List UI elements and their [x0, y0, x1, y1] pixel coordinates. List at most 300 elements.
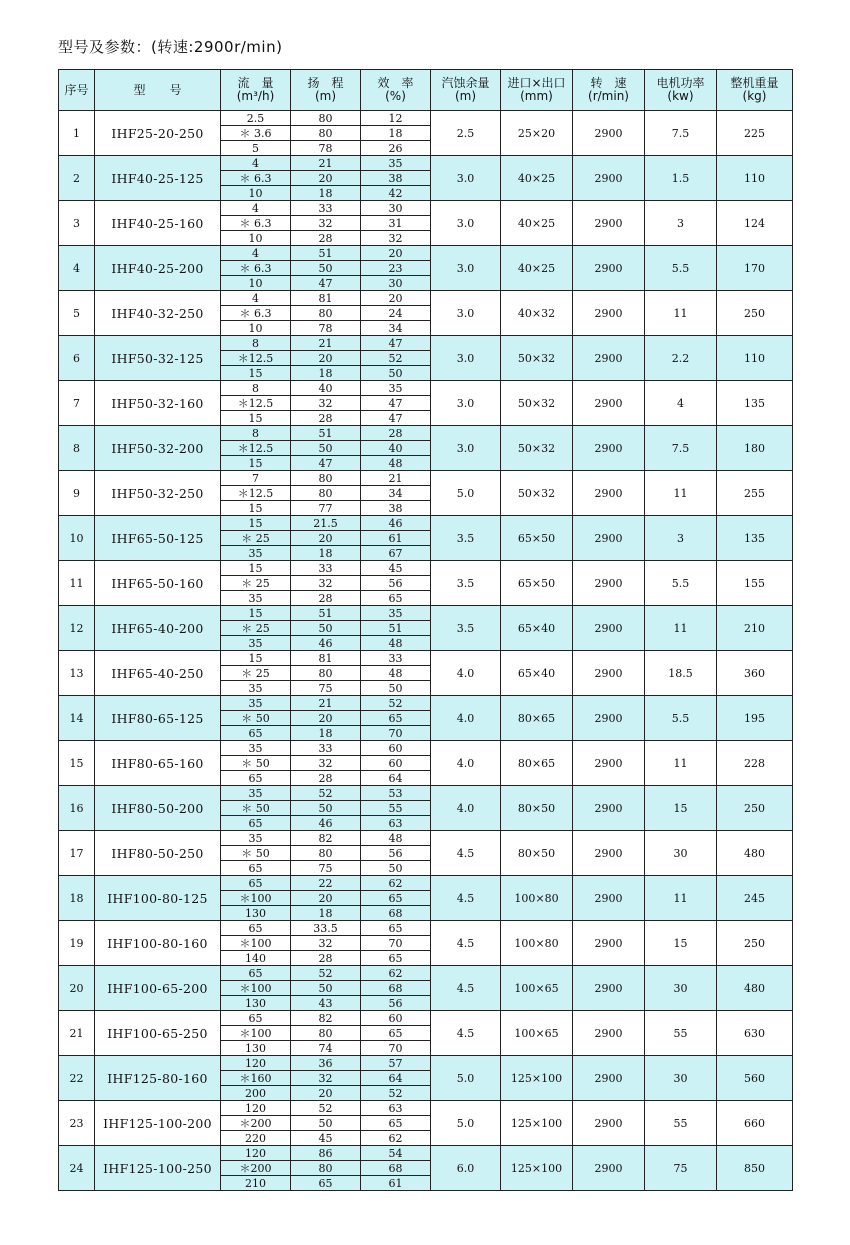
port-size: 100×80: [501, 921, 573, 966]
motor-power: 3: [645, 201, 717, 246]
speed-value: 2900: [573, 831, 645, 876]
unit-weight: 228: [717, 741, 793, 786]
motor-power: 1.5: [645, 156, 717, 201]
efficiency-value: 26: [361, 141, 431, 156]
flow-value: ＊200: [221, 1161, 291, 1176]
port-size: 100×65: [501, 1011, 573, 1056]
flow-value: 10: [221, 231, 291, 246]
flow-value: 65: [221, 861, 291, 876]
row-number: 14: [59, 696, 95, 741]
unit-weight: 480: [717, 966, 793, 1011]
port-size: 50×32: [501, 336, 573, 381]
efficiency-value: 50: [361, 681, 431, 696]
npsh-value: 6.0: [431, 1146, 501, 1191]
model-name: IHF80-50-250: [95, 831, 221, 876]
flow-value: 8: [221, 381, 291, 396]
flow-value: 4: [221, 156, 291, 171]
motor-power: 11: [645, 741, 717, 786]
efficiency-value: 34: [361, 321, 431, 336]
header-model: [95, 70, 221, 111]
head-value: 50: [291, 441, 361, 456]
port-size: 100×65: [501, 966, 573, 1011]
flow-value: 65: [221, 966, 291, 981]
head-value: 36: [291, 1056, 361, 1071]
efficiency-value: 63: [361, 816, 431, 831]
motor-power: 11: [645, 876, 717, 921]
flow-value: 120: [221, 1056, 291, 1071]
head-value: 80: [291, 471, 361, 486]
flow-value: 15: [221, 561, 291, 576]
unit-weight: 850: [717, 1146, 793, 1191]
head-value: 47: [291, 456, 361, 471]
unit-weight: 135: [717, 516, 793, 561]
table-body: [59, 111, 793, 1191]
head-value: 50: [291, 1116, 361, 1131]
head-value: 77: [291, 501, 361, 516]
row-number: 5: [59, 291, 95, 336]
header-head-line: 扬 程: [307, 76, 344, 90]
table-row: [59, 156, 793, 171]
flow-value: ＊12.5: [221, 441, 291, 456]
npsh-value: 3.5: [431, 606, 501, 651]
head-value: 75: [291, 861, 361, 876]
port-size: 50×32: [501, 471, 573, 516]
flow-value: ＊12.5: [221, 351, 291, 366]
table-row: [59, 1056, 793, 1071]
npsh-value: 5.0: [431, 471, 501, 516]
efficiency-value: 62: [361, 1131, 431, 1146]
flow-value: 140: [221, 951, 291, 966]
header-row: [59, 70, 793, 111]
model-name: IHF40-25-160: [95, 201, 221, 246]
unit-weight: 195: [717, 696, 793, 741]
port-size: 80×50: [501, 786, 573, 831]
flow-value: ＊ 6.3: [221, 261, 291, 276]
speed-value: 2900: [573, 156, 645, 201]
head-value: 28: [291, 411, 361, 426]
unit-weight: 660: [717, 1101, 793, 1146]
row-number: 11: [59, 561, 95, 606]
efficiency-value: 47: [361, 411, 431, 426]
head-value: 33: [291, 741, 361, 756]
row-number: 24: [59, 1146, 95, 1191]
efficiency-value: 53: [361, 786, 431, 801]
head-value: 21: [291, 696, 361, 711]
table-row: [59, 516, 793, 531]
flow-value: 15: [221, 606, 291, 621]
head-value: 20: [291, 171, 361, 186]
row-number: 22: [59, 1056, 95, 1101]
head-value: 78: [291, 141, 361, 156]
speed-value: 2900: [573, 786, 645, 831]
head-value: 74: [291, 1041, 361, 1056]
speed-value: 2900: [573, 921, 645, 966]
table-header: [59, 70, 793, 111]
port-size: 25×20: [501, 111, 573, 156]
port-size: 50×32: [501, 426, 573, 471]
speed-value: 2900: [573, 696, 645, 741]
head-value: 46: [291, 816, 361, 831]
flow-value: 65: [221, 816, 291, 831]
efficiency-value: 38: [361, 501, 431, 516]
flow-value: 10: [221, 186, 291, 201]
flow-value: 35: [221, 741, 291, 756]
flow-value: 35: [221, 636, 291, 651]
table-row: [59, 426, 793, 441]
flow-value: 65: [221, 876, 291, 891]
model-name: IHF80-65-125: [95, 696, 221, 741]
flow-value: 65: [221, 1011, 291, 1026]
head-value: 80: [291, 111, 361, 126]
speed-value: 2900: [573, 1056, 645, 1101]
row-number: 9: [59, 471, 95, 516]
flow-value: 15: [221, 651, 291, 666]
head-value: 21.5: [291, 516, 361, 531]
motor-power: 4: [645, 381, 717, 426]
flow-value: ＊ 50: [221, 801, 291, 816]
flow-value: 15: [221, 366, 291, 381]
flow-value: ＊100: [221, 891, 291, 906]
head-value: 33: [291, 561, 361, 576]
efficiency-value: 65: [361, 891, 431, 906]
npsh-value: 3.0: [431, 246, 501, 291]
flow-value: 120: [221, 1146, 291, 1161]
head-value: 81: [291, 651, 361, 666]
speed-value: 2900: [573, 606, 645, 651]
table-row: [59, 111, 793, 126]
head-value: 20: [291, 711, 361, 726]
head-value: 20: [291, 1086, 361, 1101]
row-number: 19: [59, 921, 95, 966]
unit-weight: 250: [717, 921, 793, 966]
efficiency-value: 45: [361, 561, 431, 576]
flow-value: 130: [221, 1041, 291, 1056]
speed-value: 2900: [573, 876, 645, 921]
efficiency-value: 62: [361, 966, 431, 981]
head-value: 45: [291, 1131, 361, 1146]
speed-value: 2900: [573, 381, 645, 426]
npsh-value: 3.0: [431, 291, 501, 336]
motor-power: 75: [645, 1146, 717, 1191]
flow-value: 120: [221, 1101, 291, 1116]
motor-power: 15: [645, 786, 717, 831]
header-port: [501, 70, 573, 111]
head-value: 80: [291, 1161, 361, 1176]
model-name: IHF125-100-250: [95, 1146, 221, 1191]
port-size: 65×40: [501, 651, 573, 696]
motor-power: 30: [645, 966, 717, 1011]
header-eff-line: 效 率: [377, 76, 414, 90]
efficiency-value: 47: [361, 336, 431, 351]
flow-value: 7: [221, 471, 291, 486]
head-value: 18: [291, 906, 361, 921]
npsh-value: 4.0: [431, 741, 501, 786]
unit-weight: 630: [717, 1011, 793, 1056]
speed-value: 2900: [573, 741, 645, 786]
head-value: 80: [291, 846, 361, 861]
header-speed-line: (r/min): [588, 89, 629, 103]
flow-value: 5: [221, 141, 291, 156]
port-size: 65×50: [501, 561, 573, 606]
flow-value: 130: [221, 996, 291, 1011]
motor-power: 18.5: [645, 651, 717, 696]
motor-power: 3: [645, 516, 717, 561]
npsh-value: 4.5: [431, 831, 501, 876]
npsh-value: 3.0: [431, 426, 501, 471]
flow-value: 65: [221, 771, 291, 786]
efficiency-value: 68: [361, 906, 431, 921]
port-size: 80×65: [501, 741, 573, 786]
port-size: 40×25: [501, 201, 573, 246]
motor-power: 7.5: [645, 426, 717, 471]
row-number: 23: [59, 1101, 95, 1146]
row-number: 15: [59, 741, 95, 786]
port-size: 40×25: [501, 156, 573, 201]
motor-power: 11: [645, 471, 717, 516]
efficiency-value: 50: [361, 861, 431, 876]
flow-value: 15: [221, 411, 291, 426]
head-value: 21: [291, 336, 361, 351]
header-weight-line: (kg): [742, 89, 767, 103]
flow-value: 65: [221, 726, 291, 741]
efficiency-value: 65: [361, 1116, 431, 1131]
efficiency-value: 65: [361, 591, 431, 606]
efficiency-value: 24: [361, 306, 431, 321]
flow-value: 10: [221, 321, 291, 336]
efficiency-value: 35: [361, 606, 431, 621]
head-value: 52: [291, 1101, 361, 1116]
efficiency-value: 48: [361, 636, 431, 651]
head-value: 51: [291, 246, 361, 261]
flow-value: ＊100: [221, 936, 291, 951]
flow-value: 2.5: [221, 111, 291, 126]
flow-value: ＊ 25: [221, 621, 291, 636]
npsh-value: 4.5: [431, 921, 501, 966]
row-number: 13: [59, 651, 95, 696]
efficiency-value: 12: [361, 111, 431, 126]
efficiency-value: 61: [361, 531, 431, 546]
head-value: 80: [291, 126, 361, 141]
flow-value: ＊200: [221, 1116, 291, 1131]
efficiency-value: 56: [361, 846, 431, 861]
unit-weight: 110: [717, 336, 793, 381]
efficiency-value: 61: [361, 1176, 431, 1191]
header-head-line: (m): [314, 89, 337, 103]
head-value: 43: [291, 996, 361, 1011]
head-value: 32: [291, 936, 361, 951]
head-value: 18: [291, 726, 361, 741]
flow-value: 4: [221, 246, 291, 261]
port-size: 50×32: [501, 381, 573, 426]
efficiency-value: 31: [361, 216, 431, 231]
flow-value: ＊ 25: [221, 531, 291, 546]
head-value: 33.5: [291, 921, 361, 936]
header-no-line: 序号: [64, 82, 89, 97]
efficiency-value: 30: [361, 201, 431, 216]
flow-value: 4: [221, 201, 291, 216]
efficiency-value: 54: [361, 1146, 431, 1161]
head-value: 32: [291, 756, 361, 771]
efficiency-value: 42: [361, 186, 431, 201]
model-name: IHF65-50-125: [95, 516, 221, 561]
model-name: IHF125-80-160: [95, 1056, 221, 1101]
flow-value: 10: [221, 276, 291, 291]
efficiency-value: 65: [361, 921, 431, 936]
table-row: [59, 201, 793, 216]
speed-value: 2900: [573, 1011, 645, 1056]
flow-value: 35: [221, 591, 291, 606]
unit-weight: 560: [717, 1056, 793, 1101]
efficiency-value: 30: [361, 276, 431, 291]
speed-value: 2900: [573, 471, 645, 516]
head-value: 75: [291, 681, 361, 696]
speed-value: 2900: [573, 336, 645, 381]
efficiency-value: 18: [361, 126, 431, 141]
port-size: 65×40: [501, 606, 573, 651]
efficiency-value: 21: [361, 471, 431, 486]
header-power: [645, 70, 717, 111]
model-name: IHF50-32-200: [95, 426, 221, 471]
row-number: 20: [59, 966, 95, 1011]
flow-value: ＊ 6.3: [221, 306, 291, 321]
efficiency-value: 48: [361, 666, 431, 681]
efficiency-value: 52: [361, 1086, 431, 1101]
npsh-value: 3.5: [431, 561, 501, 606]
speed-value: 2900: [573, 426, 645, 471]
table-row: [59, 381, 793, 396]
flow-value: ＊ 50: [221, 756, 291, 771]
model-name: IHF80-50-200: [95, 786, 221, 831]
table-row: [59, 291, 793, 306]
npsh-value: 3.0: [431, 336, 501, 381]
speed-value: 2900: [573, 1146, 645, 1191]
npsh-value: 4.5: [431, 966, 501, 1011]
flow-value: 8: [221, 336, 291, 351]
efficiency-value: 34: [361, 486, 431, 501]
unit-weight: 225: [717, 111, 793, 156]
row-number: 17: [59, 831, 95, 876]
flow-value: ＊100: [221, 1026, 291, 1041]
model-name: IHF100-80-125: [95, 876, 221, 921]
model-name: IHF65-50-160: [95, 561, 221, 606]
motor-power: 30: [645, 831, 717, 876]
model-name: IHF100-65-250: [95, 1011, 221, 1056]
model-name: IHF100-65-200: [95, 966, 221, 1011]
efficiency-value: 64: [361, 771, 431, 786]
table-row: [59, 651, 793, 666]
header-power-line: 电机功率: [656, 76, 705, 90]
head-value: 18: [291, 366, 361, 381]
efficiency-value: 35: [361, 381, 431, 396]
efficiency-value: 48: [361, 456, 431, 471]
flow-value: 15: [221, 516, 291, 531]
table-row: [59, 786, 793, 801]
speed-value: 2900: [573, 651, 645, 696]
motor-power: 30: [645, 1056, 717, 1101]
model-name: IHF40-32-250: [95, 291, 221, 336]
port-size: 65×50: [501, 516, 573, 561]
head-value: 52: [291, 966, 361, 981]
flow-value: 35: [221, 546, 291, 561]
flow-value: 35: [221, 696, 291, 711]
head-value: 20: [291, 351, 361, 366]
head-value: 32: [291, 1071, 361, 1086]
efficiency-value: 23: [361, 261, 431, 276]
unit-weight: 250: [717, 786, 793, 831]
efficiency-value: 38: [361, 171, 431, 186]
npsh-value: 3.0: [431, 201, 501, 246]
efficiency-value: 33: [361, 651, 431, 666]
efficiency-value: 55: [361, 801, 431, 816]
row-number: 18: [59, 876, 95, 921]
table-row: [59, 831, 793, 846]
model-name: IHF40-25-200: [95, 246, 221, 291]
efficiency-value: 56: [361, 576, 431, 591]
flow-value: ＊ 50: [221, 711, 291, 726]
efficiency-value: 57: [361, 1056, 431, 1071]
motor-power: 2.2: [645, 336, 717, 381]
model-name: IHF65-40-250: [95, 651, 221, 696]
motor-power: 15: [645, 921, 717, 966]
head-value: 52: [291, 786, 361, 801]
flow-value: 200: [221, 1086, 291, 1101]
unit-weight: 210: [717, 606, 793, 651]
head-value: 51: [291, 426, 361, 441]
unit-weight: 250: [717, 291, 793, 336]
model-name: IHF80-65-160: [95, 741, 221, 786]
head-value: 18: [291, 546, 361, 561]
model-name: IHF25-20-250: [95, 111, 221, 156]
head-value: 81: [291, 291, 361, 306]
table-row: [59, 561, 793, 576]
header-model-line: 型 号: [133, 82, 182, 97]
efficiency-value: 67: [361, 546, 431, 561]
row-number: 7: [59, 381, 95, 426]
unit-weight: 124: [717, 201, 793, 246]
motor-power: 7.5: [645, 111, 717, 156]
flow-value: 220: [221, 1131, 291, 1146]
efficiency-value: 56: [361, 996, 431, 1011]
unit-weight: 480: [717, 831, 793, 876]
model-name: IHF50-32-160: [95, 381, 221, 426]
efficiency-value: 70: [361, 726, 431, 741]
flow-value: ＊12.5: [221, 486, 291, 501]
port-size: 80×50: [501, 831, 573, 876]
flow-value: ＊ 6.3: [221, 216, 291, 231]
head-value: 50: [291, 261, 361, 276]
flow-value: 35: [221, 786, 291, 801]
head-value: 28: [291, 591, 361, 606]
npsh-value: 3.5: [431, 516, 501, 561]
table-row: [59, 966, 793, 981]
table-row: [59, 606, 793, 621]
header-flow-line: 流 量: [237, 76, 274, 90]
head-value: 28: [291, 771, 361, 786]
npsh-value: 4.5: [431, 1011, 501, 1056]
row-number: 10: [59, 516, 95, 561]
efficiency-value: 64: [361, 1071, 431, 1086]
head-value: 46: [291, 636, 361, 651]
unit-weight: 110: [717, 156, 793, 201]
row-number: 16: [59, 786, 95, 831]
model-name: IHF50-32-250: [95, 471, 221, 516]
head-value: 50: [291, 621, 361, 636]
flow-value: 65: [221, 921, 291, 936]
header-speed-line: 转 速: [590, 76, 627, 90]
unit-weight: 245: [717, 876, 793, 921]
efficiency-value: 63: [361, 1101, 431, 1116]
header-npsh: [431, 70, 501, 111]
